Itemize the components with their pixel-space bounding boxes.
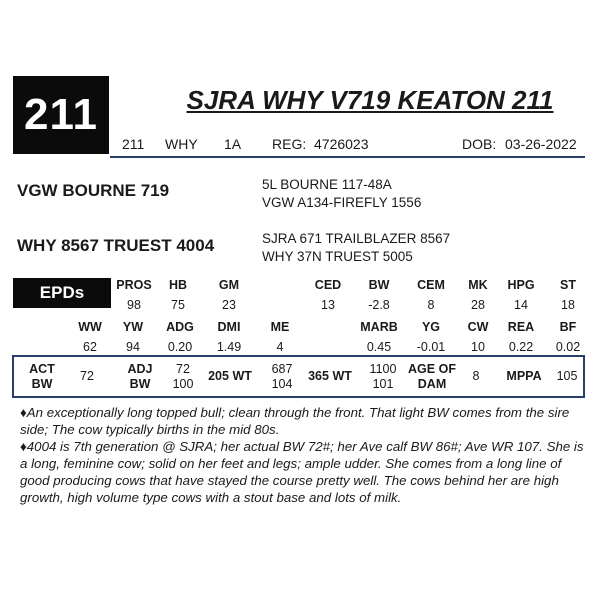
epd1-header-mk: MK — [468, 278, 488, 292]
epd2-value-me: 4 — [276, 340, 284, 354]
sire-dam: VGW A134-FIREFLY 1556 — [262, 195, 422, 210]
epd2-header-adg: ADG — [166, 320, 194, 334]
header-divider — [110, 156, 585, 158]
notes — [20, 404, 588, 506]
dob-label: DOB: — [462, 136, 497, 152]
epd2-value-rea: 0.22 — [508, 340, 534, 354]
epd2-value-cw: 10 — [471, 340, 485, 354]
epd2-value-dmi: 1.49 — [216, 340, 242, 354]
epd2-value-bf: 0.02 — [555, 340, 581, 354]
age-of-dam-label: AGE OF DAM — [408, 362, 456, 391]
lot-number-box — [13, 76, 109, 154]
epd2-header-yg: YG — [421, 320, 441, 334]
epd1-header-hb: HB — [168, 278, 188, 292]
act-bw-value: 72 — [80, 369, 94, 383]
epd1-value-hb: 75 — [171, 298, 185, 312]
act-bw-label: ACT BW — [29, 362, 55, 391]
epd2-header-dmi: DMI — [217, 320, 241, 334]
epd2-header-yw: YW — [122, 320, 144, 334]
epd2-header-rea: REA — [507, 320, 535, 334]
epd-label: EPDs — [39, 283, 85, 302]
lot-number: 211 — [24, 90, 98, 139]
dam-sire: SJRA 671 TRAILBLAZER 8567 — [262, 231, 451, 246]
reg-number: 4726023 — [314, 136, 369, 152]
epd2-header-marb: MARB — [360, 320, 398, 334]
note-2: ♦4004 is 7th generation @ SJRA; her actual BW 72#; her Ave calf BW 86#; Ave WR 107. She is a long, feminine cow; solid on her feet and legs; ample udder. She comes from a long line of good producing cows that have stayed the course pretty well. The cows behind her are high growth, high volume type cows with a stout base and lots of milk. — [20, 439, 584, 505]
epd1-value-ced: 13 — [321, 298, 335, 312]
actuals-table — [12, 355, 585, 398]
epd2-header-ww: WW — [78, 320, 102, 334]
animal-title: SJRA WHY V719 KEATON 211 — [186, 85, 554, 115]
wt365-value: 1100 101 — [369, 362, 397, 391]
dob-value: 03-26-2022 — [505, 136, 577, 152]
epd1-header-cem: CEM — [417, 278, 445, 292]
wt205-value: 687 104 — [271, 362, 293, 391]
sire-sire: 5L BOURNE 117-48A — [262, 177, 392, 192]
sire-name: VGW BOURNE 719 — [17, 181, 170, 200]
epd1-header-st: ST — [560, 278, 576, 292]
adj-bw-label: ADJ BW — [127, 362, 153, 391]
reg-label: REG: — [272, 136, 307, 152]
tattoo: 211 — [122, 136, 145, 152]
dam-dam: WHY 37N TRUEST 5005 — [262, 249, 413, 264]
epd1-header-hpg: HPG — [507, 278, 535, 292]
dam-pedigree — [262, 230, 450, 266]
note-1: ♦An exceptionally long topped bull; clean through the front. That light BW comes from the sire side; The cow typically births in the mid 80s. — [20, 405, 570, 437]
dam-name: WHY 8567 TRUEST 4004 — [17, 236, 215, 255]
animal-id: 1A — [224, 136, 242, 152]
epd2-value-yg: -0.01 — [416, 340, 446, 354]
epd2-value-marb: 0.45 — [366, 340, 392, 354]
epd1-header-ced: CED — [314, 278, 342, 292]
wt365-label: 365 WT — [308, 369, 352, 383]
epd1-value-hpg: 14 — [514, 298, 528, 312]
adj-bw-value: 72 100 — [172, 362, 194, 391]
epd1-value-st: 18 — [561, 298, 575, 312]
age-of-dam-value: 8 — [472, 369, 480, 383]
epd1-header-pros: PROS — [116, 278, 152, 292]
epd1-value-cem: 8 — [427, 298, 435, 312]
epd-label-box — [13, 278, 111, 308]
epd1-header-gm: GM — [218, 278, 240, 292]
mppa-label: MPPA — [506, 369, 542, 383]
mppa-value: 105 — [556, 369, 578, 383]
epd2-header-bf: BF — [559, 320, 577, 334]
epd2-header-cw: CW — [467, 320, 489, 334]
epd2-header-me: ME — [270, 320, 290, 334]
epd2-value-adg: 0.20 — [167, 340, 193, 354]
sire-pedigree — [262, 176, 421, 212]
epd1-value-bw: -2.8 — [368, 298, 390, 312]
epd1-value-mk: 28 — [471, 298, 485, 312]
herd-prefix: WHY — [165, 136, 198, 152]
wt205-label: 205 WT — [208, 369, 252, 383]
epd2-value-ww: 62 — [83, 340, 97, 354]
epd2-value-yw: 94 — [126, 340, 140, 354]
epd1-value-gm: 23 — [222, 298, 236, 312]
epd1-header-bw: BW — [368, 278, 390, 292]
epd1-value-pros: 98 — [127, 298, 141, 312]
